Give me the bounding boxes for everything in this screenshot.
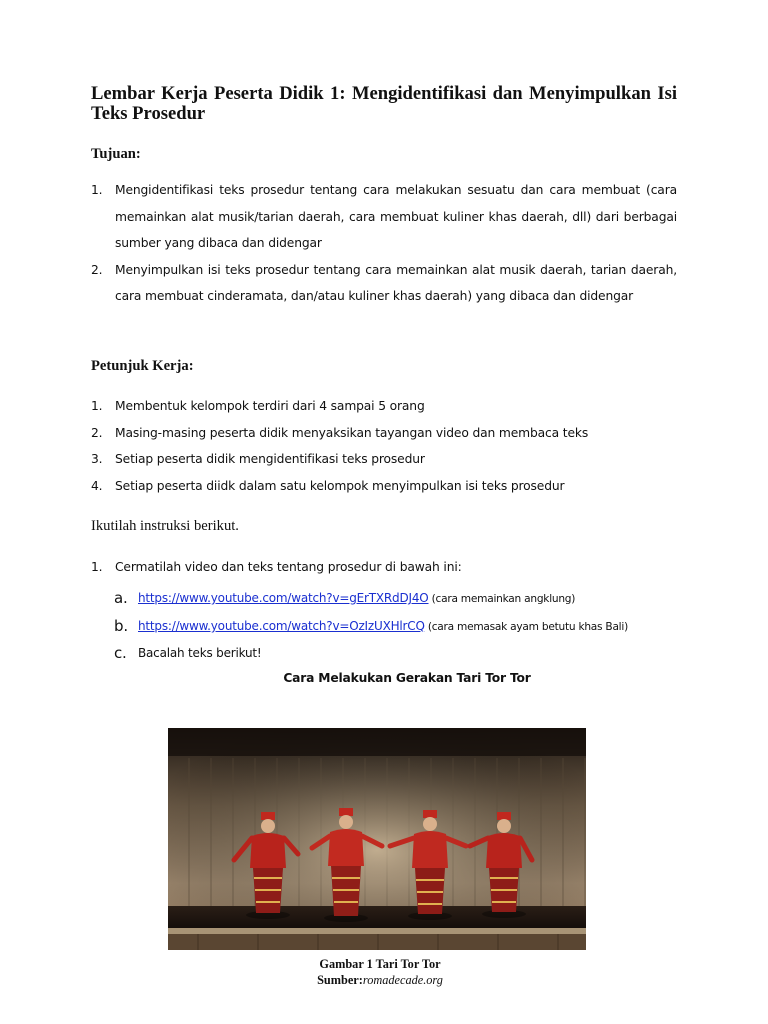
instruction-list	[91, 554, 677, 581]
item-text: Setiap peserta didik mengidentifikasi teks prosedur	[115, 452, 425, 467]
item-number: 2.	[91, 425, 103, 440]
sub-item-text: Bacalah teks berikut!	[138, 646, 262, 660]
item-text: Mengidentifikasi teks prosedur tentang cara melakukan sesuatu dan cara membuat (cara memainkan alat musik/tarian daerah, cara membuat kuliner khas daerah, dll) dari berbagai sumber yang dibaca dan didengar	[115, 183, 677, 250]
tujuan-list	[91, 177, 677, 310]
sub-item-letter: c.	[114, 644, 127, 662]
item-number: 2.	[91, 262, 103, 277]
item-text: Setiap peserta diidk dalam satu kelompok menyimpulkan isi teks prosedur	[115, 479, 565, 494]
list-item	[91, 473, 677, 500]
petunjuk-list	[91, 393, 677, 500]
procedure-text-title: Cara Melakukan Gerakan Tari Tor Tor	[283, 671, 531, 685]
link-note: (cara memasak ayam betutu khas Bali)	[424, 621, 628, 633]
item-number: 4.	[91, 479, 103, 494]
list-item	[91, 177, 677, 257]
document-title: Lembar Kerja Peserta Didik 1: Mengidentifikasi dan Menyimpulkan Isi Teks Prosedur	[91, 83, 677, 124]
item-number: 1.	[91, 399, 103, 413]
figure-caption: Gambar 1 Tari Tor Tor	[319, 957, 441, 971]
sub-item-letter: b.	[114, 617, 128, 635]
list-item	[91, 420, 677, 447]
item-number: 1.	[91, 183, 103, 197]
petunjuk-heading: Petunjuk Kerja:	[91, 358, 194, 374]
item-number: 1.	[91, 560, 103, 574]
tor-tor-dance-photo	[168, 728, 586, 950]
list-item	[91, 554, 677, 581]
item-text: Masing-masing peserta didik menyaksikan tayangan video dan membaca teks	[115, 425, 589, 440]
figure-source	[0, 973, 760, 988]
item-number: 3.	[91, 452, 103, 467]
item-text: Membentuk kelompok terdiri dari 4 sampai 5 orang	[115, 399, 425, 413]
link-note: (cara memainkan angklung)	[428, 593, 576, 605]
tujuan-heading: Tujuan:	[91, 146, 141, 162]
source-value: romadecade.org	[362, 973, 443, 987]
instruction-intro: Ikutilah instruksi berikut.	[91, 518, 239, 534]
item-text: Menyimpulkan isi teks prosedur tentang cara memainkan alat musik daerah, tarian daerah, cara membuat cinderamata, dan/atau kuliner khas daerah) yang dibaca dan didengar	[115, 262, 677, 303]
list-item	[91, 393, 677, 420]
youtube-link-ayam-betutu[interactable]: https://www.youtube.com/watch?v=OzIzUXHlrCQ	[138, 619, 425, 633]
item-text: Cermatilah video dan teks tentang prosedur di bawah ini:	[115, 560, 462, 574]
youtube-link-angklung[interactable]: https://www.youtube.com/watch?v=gErTXRdDJ4O	[138, 591, 429, 605]
source-label: Sumber:	[317, 973, 363, 987]
list-item	[91, 446, 677, 473]
sub-item-letter: a.	[114, 589, 128, 607]
list-item	[91, 257, 677, 310]
